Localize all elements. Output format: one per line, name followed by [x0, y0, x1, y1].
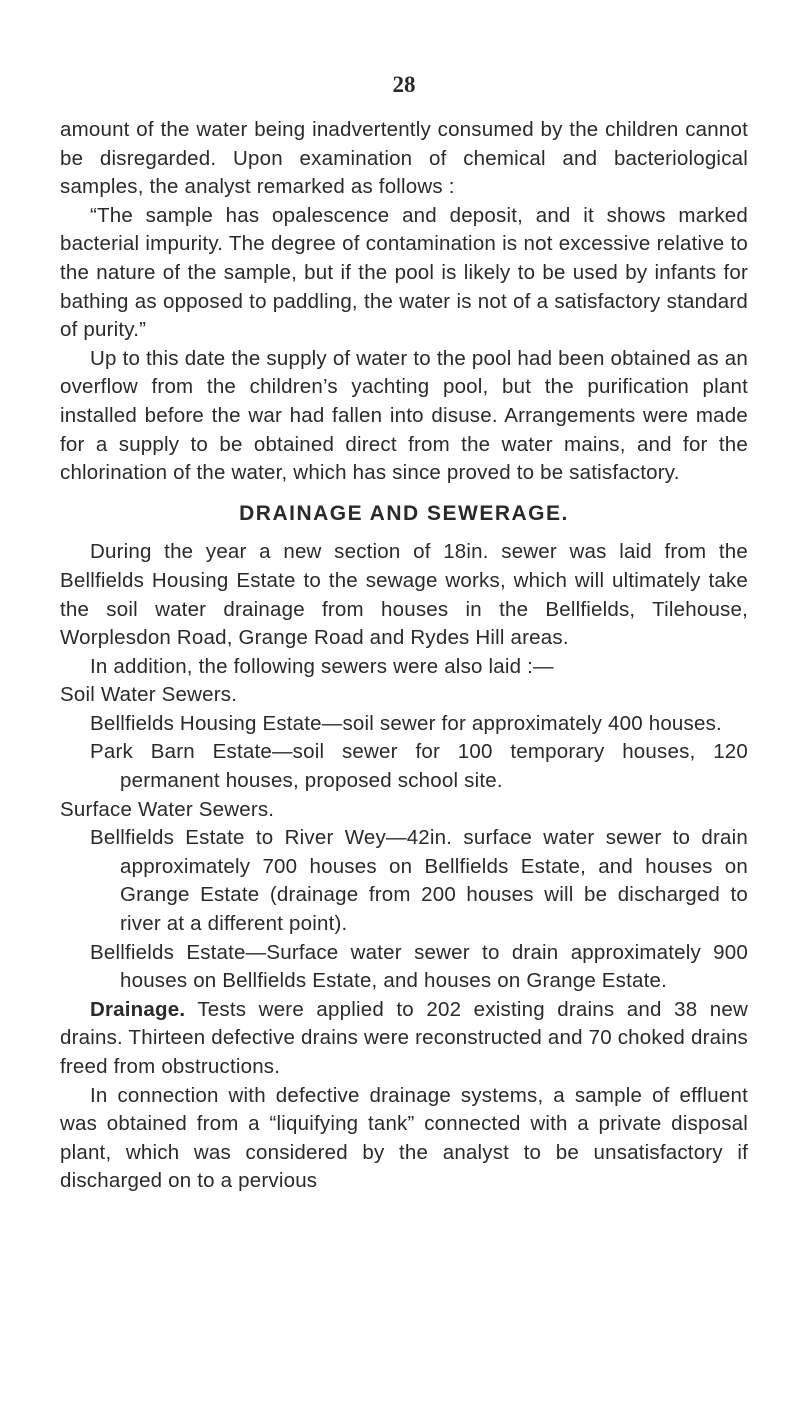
- list-item: Bellfields Estate to River Wey—42in. surface water sewer to drain approximately 700 houses on Bellfields Estate, and houses on Grange Estate (drainage from 200 houses will be discharged to river at a different point).: [90, 826, 748, 936]
- surface-water-sewers-heading: Surface Water Sewers.: [60, 797, 275, 821]
- list-item: Park Barn Estate—soil sewer for 100 temporary houses, 120 permanent houses, proposed school site.: [90, 740, 748, 793]
- list-item: Bellfields Estate—Surface water sewer to drain approximately 900 houses on Bellfields Estate, and houses on Grange Estate.: [90, 940, 748, 993]
- paragraph-new-sewer: During the year a new section of 18in. sewer was laid from the Bellfields Housing Estate to the sewage works, which will ultimately take the soil water drainage from houses in the Bellfields, Tilehouse, Worplesdon Road, Grange Road and Rydes Hill areas.: [60, 540, 748, 650]
- page-body: [60, 116, 748, 1196]
- drainage-run-in-heading: Drainage.: [90, 997, 186, 1021]
- drainage-text: Tests were applied to 202 existing drains and 38 new drains. Thirteen defective drains were reconstructed and 70 choked drains freed from obstructions.: [60, 997, 748, 1078]
- section-heading: DRAINAGE AND SEWERAGE.: [239, 501, 569, 525]
- list-item: Bellfields Housing Estate—soil sewer for approximately 400 houses.: [90, 711, 722, 735]
- soil-water-sewers-heading: Soil Water Sewers.: [60, 683, 238, 707]
- paragraph-continuation: amount of the water being inadvertently consumed by the children cannot be disregarded. Upon examination of chemical and bacteriological samples, the analyst remarked as follows :: [60, 118, 748, 199]
- analyst-quote: “The sample has opalescence and deposit, and it shows marked bacterial impurity. The degree of contamination is not excessive relative to the nature of the sample, but if the pool is likely to be used by infants for bathing as opposed to paddling, the water is not of a satisfactory standard of purity.”: [60, 203, 748, 342]
- paragraph-effluent-sample: In connection with defective drainage systems, a sample of effluent was obtained from a “liquifying tank” connected with a private disposal plant, which was considered by the analyst to be unsatisfactory if discharged on to a pervious: [60, 1083, 748, 1193]
- paragraph-water-supply: Up to this date the supply of water to the pool had been obtained as an overflow from the children’s yachting pool, but the purification plant installed before the war had fallen into disuse. Arrangements were made for a supply to be obtained direct from the water mains, and for the chlorination of the water, which has since proved to be satisfactory.: [60, 346, 748, 485]
- paragraph-drainage: [60, 996, 748, 1082]
- paragraph-additional-sewers: In addition, the following sewers were also laid :—: [90, 654, 554, 678]
- page-number: 28: [392, 72, 416, 97]
